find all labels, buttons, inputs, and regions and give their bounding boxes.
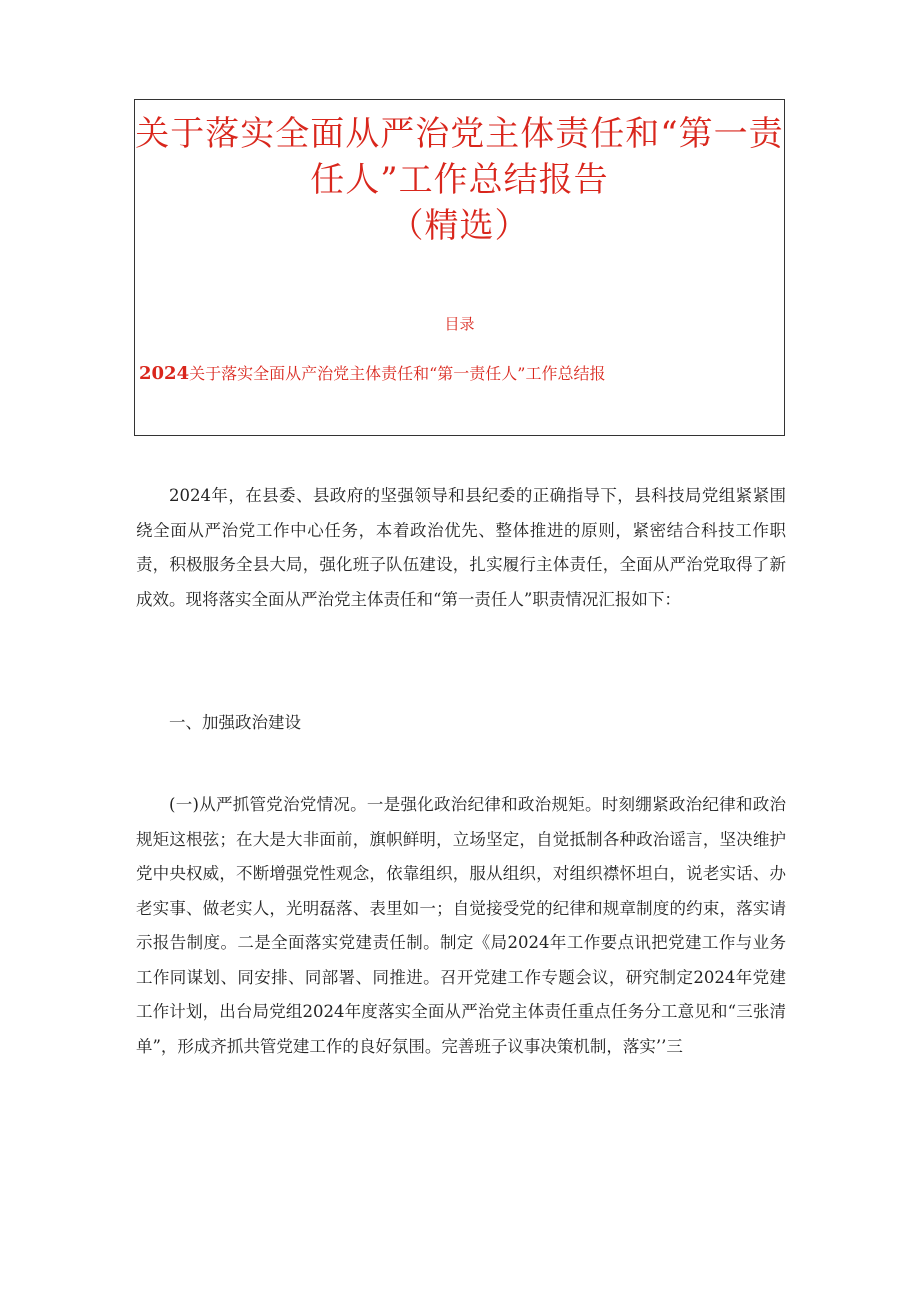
cover-box <box>134 99 785 436</box>
intro-paragraph: 2024年，在县委、县政府的坚强领导和县纪委的正确指导下，县科技局党组紧紧围绕全面从严治党工作中心任务，本着政治优先、整体推进的原则，紧密结合科技工作职责，积极服务全县大局，强化班子队伍建设，扎实履行主体责任，全面从严治党取得了新成效。现将落实全面从严治党主体责任和“第一责任人”职责情况汇报如下： <box>136 486 786 609</box>
document-title-line-2: 任人”工作总结报告 <box>310 160 609 200</box>
document-title-line-3: （精选） <box>389 206 530 246</box>
toc-entry-text: 关于落实全面从产治党主体责任和“第一责任人”工作总结报 <box>189 364 606 383</box>
toc-entry-year: 2024 <box>139 363 190 384</box>
section-1-paragraph: (一)从严抓管党治党情况。一是强化政治纪律和政治规矩。时刻绷紧政治纪律和政治规矩这根弦；在大是大非面前，旗帜鲜明，立场坚定，自觉抵制各种政治谣言，坚决维护党中央权威，不断增强党性观念，依靠组织，服从组织，对组织襟怀坦白，说老实话、办老实事、做老实人，光明磊落、表里如一；自觉接受党的纪律和规章制度的约束，落实请示报告制度。二是全面落实党建责任制。制定《局2024年工作要点讯把党建工作与业务工作同谋划、同安排、同部署、同推进。召开党建工作专题会议，研究制定2024年党建工作计划，出台局党组2024年度落实全面从严治党主体责任重点任务分工意见和“三张清单”，形成齐抓共管党建工作的良好氛围。完善班子议事决策机制，落实’’三 <box>136 795 786 1056</box>
section-heading-1: 一、加强政治建设 <box>169 713 301 732</box>
document-title-line-1: 关于落实全面从严治党主体责任和“第一责 <box>135 114 784 154</box>
toc-heading: 目录 <box>444 315 475 333</box>
toc-entry[interactable] <box>139 363 605 385</box>
